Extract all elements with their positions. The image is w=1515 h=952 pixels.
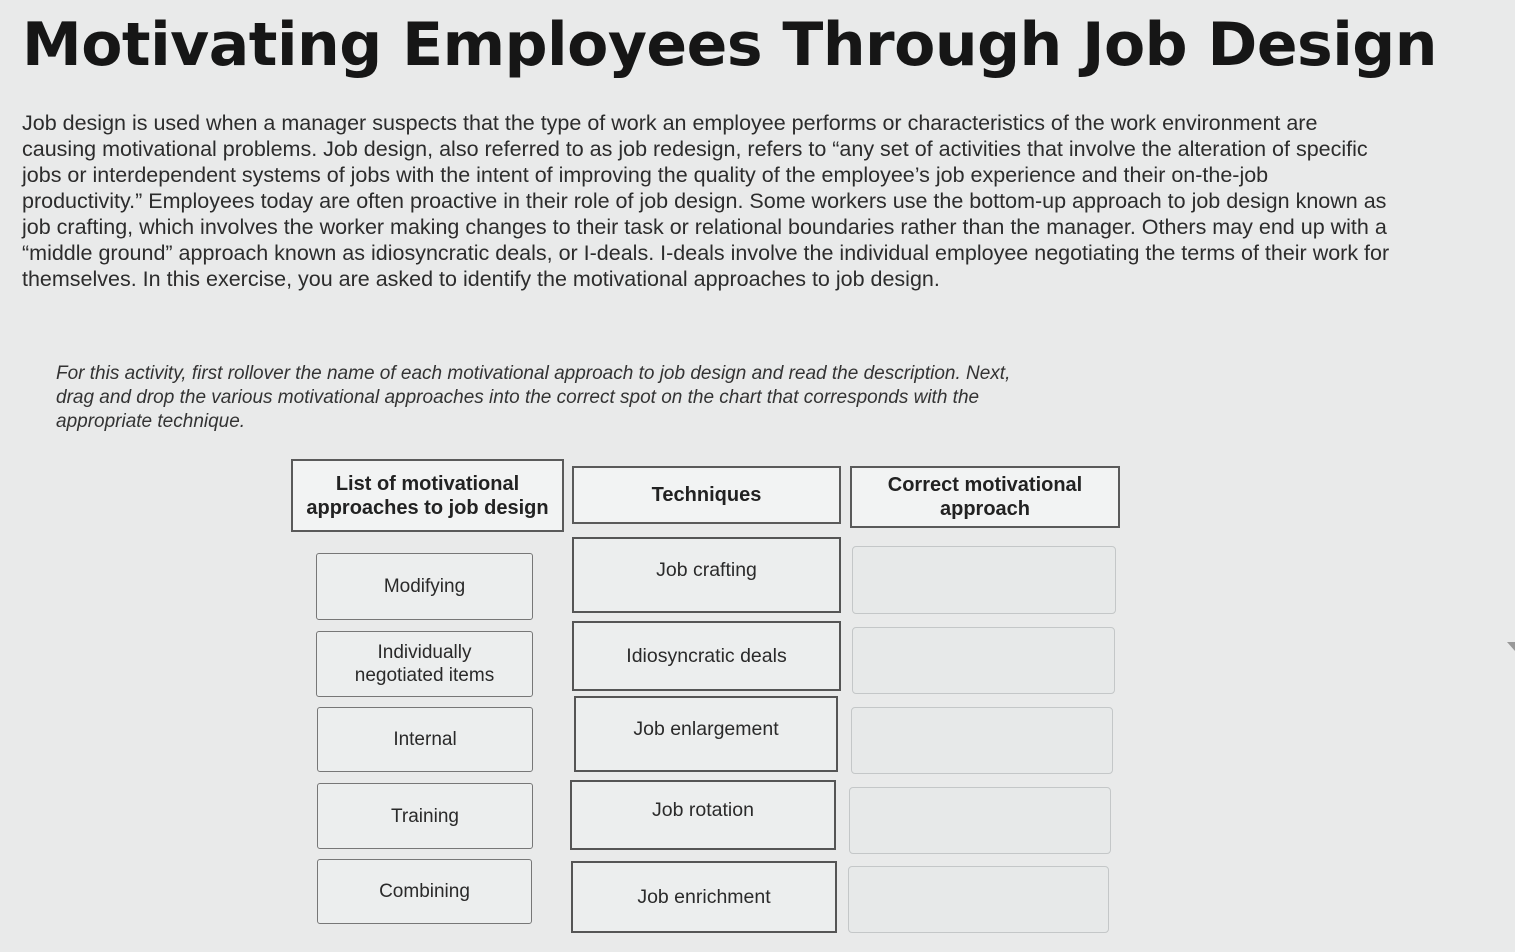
approach-label: Individually negotiated items	[354, 642, 495, 686]
approach-label: Internal	[393, 729, 457, 750]
header-techniques-label: Techniques	[651, 484, 762, 506]
drop-zone-job-enlargement[interactable]	[851, 707, 1113, 774]
approach-label: Training	[391, 805, 459, 827]
intro-paragraph: Job design is used when a manager suspects that the type of work an employee performs or characteristics of the work environment are causing motivational problems. Job design, also referred to as job redesign, refers to “any set of activities that involve the alteration of specific jobs or interdependent systems of jobs with the intent of improving the quality of the employee’s job experience and their on-the-job productivity.” Employees today are often proactive in their role of job design. Some workers use the bottom-up approach to job design known as job crafting, which involves the worker making changes to their task or relational boundaries rather than the manager. Others may end up with a “middle ground” approach known as idiosyncratic deals, or I-deals. I-deals involve the individual employee negotiating the terms of their work for themselves. In this exercise, you are asked to identify the motivational approaches to job design.	[22, 111, 1390, 291]
activity-instructions: For this activity, first rollover the name of each motivational approach to job design and read the description. Next, drag and drop the various motivational approaches into the correct spot on the chart that corresponds with the appropriate technique.	[56, 363, 1011, 432]
technique-idiosyncratic-deals	[572, 621, 841, 691]
technique-job-enlargement	[574, 696, 838, 772]
drop-zone-job-enrichment[interactable]	[848, 866, 1109, 933]
approach-training[interactable]	[317, 783, 533, 849]
technique-job-enrichment	[571, 861, 837, 933]
technique-job-crafting	[572, 537, 841, 613]
technique-label: Idiosyncratic deals	[626, 644, 787, 667]
approach-internal[interactable]	[317, 707, 533, 772]
cursor-icon	[1507, 642, 1515, 651]
approach-combining[interactable]	[317, 859, 532, 924]
technique-label: Job enlargement	[633, 717, 779, 740]
header-correct-approach	[850, 466, 1120, 528]
header-approaches-list	[291, 459, 564, 532]
technique-label: Job enrichment	[637, 885, 771, 908]
drop-zone-job-rotation[interactable]	[849, 787, 1111, 854]
header-techniques	[572, 466, 841, 524]
approach-modifying[interactable]	[316, 553, 533, 620]
approach-individually-negotiated-items[interactable]	[316, 631, 533, 697]
approach-label: Modifying	[383, 576, 466, 597]
header-approaches-label: List of motivational approaches to job design	[306, 472, 549, 519]
page-title: Motivating Employees Through Job Design	[22, 10, 1437, 80]
technique-job-rotation	[570, 780, 836, 850]
drop-zone-idiosyncratic-deals[interactable]	[852, 627, 1115, 694]
approach-label: Combining	[379, 881, 470, 902]
technique-label: Job rotation	[652, 798, 754, 821]
header-correct-label: Correct motivational approach	[887, 474, 1083, 520]
technique-label: Job crafting	[656, 558, 757, 581]
drop-zone-job-crafting[interactable]	[852, 546, 1116, 614]
